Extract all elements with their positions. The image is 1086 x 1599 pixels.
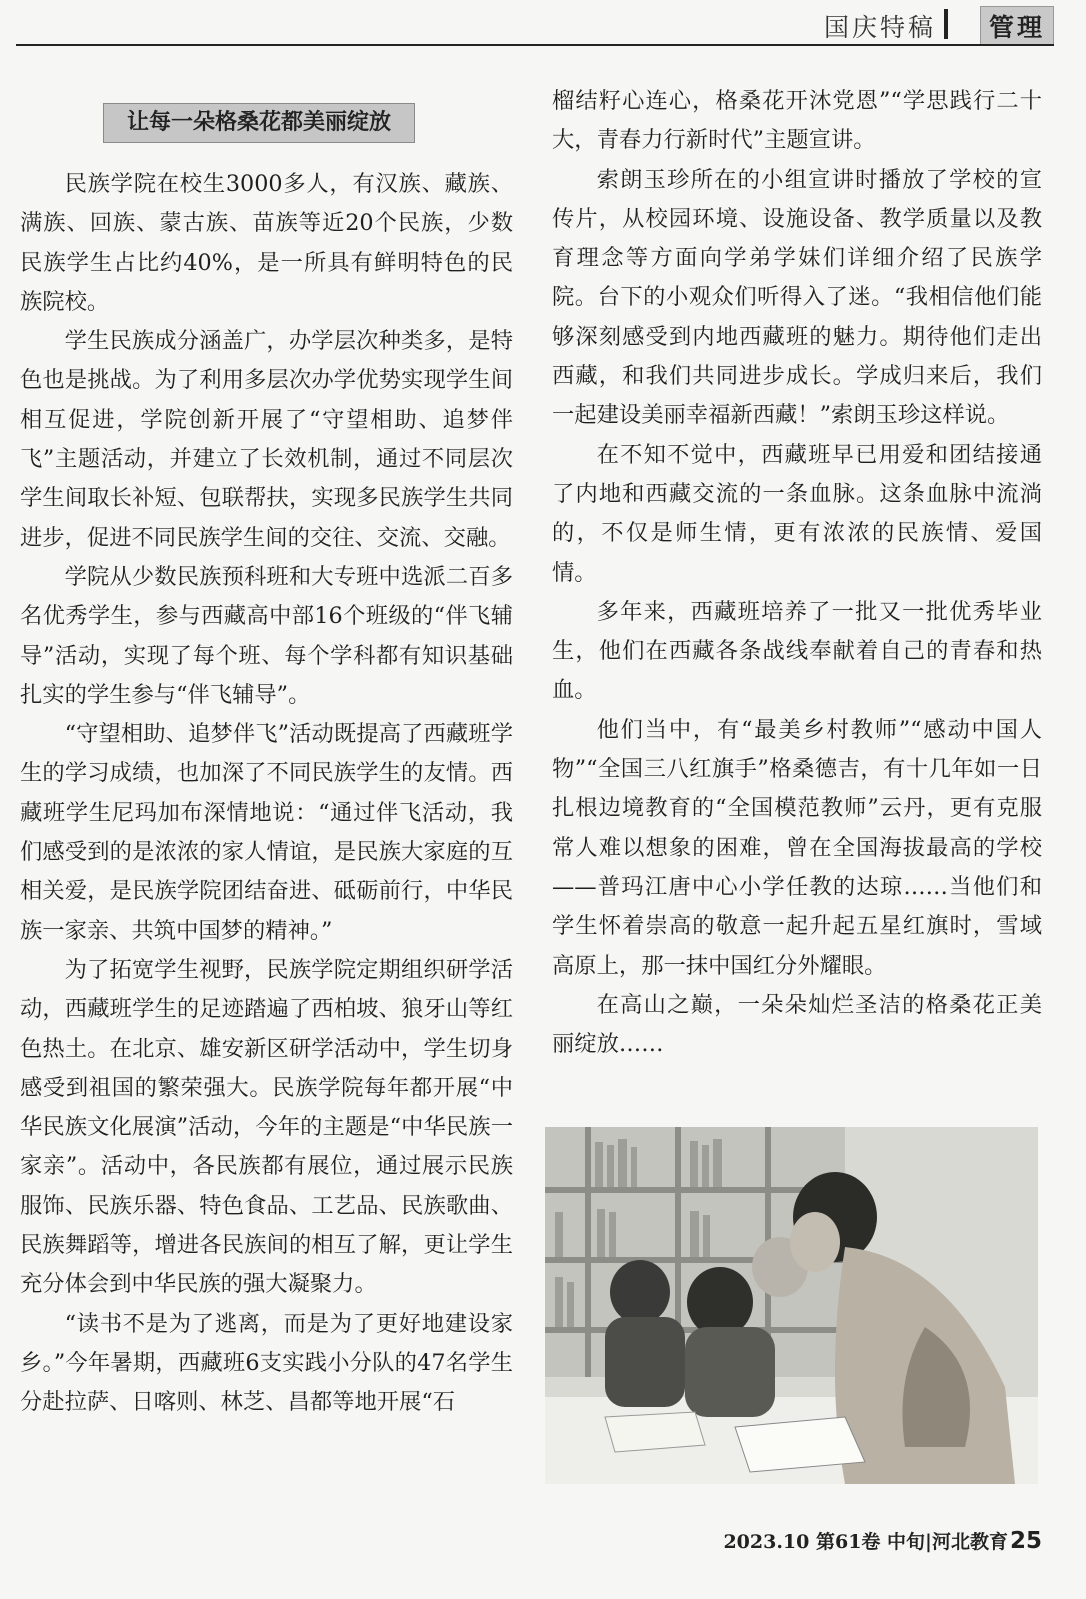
page-header bbox=[0, 0, 1086, 50]
page-number: 25 bbox=[1009, 1528, 1042, 1554]
section-label: 国庆特稿 bbox=[823, 13, 936, 42]
paragraph: 索朗玉珍所在的小组宣讲时播放了学校的宣传片，从校园环境、设施设备、教学质量以及教育理念等方面向学弟学妹们详细介绍了民族学院。台下的小观众们听得入了迷。“我相信他们能够深刻感受到内地西藏班的魅力。期待他们走出西藏，和我们共同进步成长。学成归来后，我们一起建设美丽幸福新西藏！”索朗玉珍这样说。 bbox=[552, 166, 1042, 429]
journal-name: 河北教育 bbox=[931, 1531, 1008, 1553]
paragraph: 学院从少数民族预科班和大专班中选派二百多名优秀学生，参与西藏高中部16个班级的“伴飞辅导”活动，实现了每个班、每个学科都有知识基础扎实的学生参与“伴飞辅导”。 bbox=[20, 563, 513, 708]
paragraph: “读书不是为了逃离，而是为了更好地建设家乡。”今年暑期，西藏班6支实践小分队的47名学生分赴拉萨、日喀则、林芝、昌都等地开展“石 bbox=[20, 1310, 513, 1416]
paragraph: 学生民族成分涵盖广，办学层次种类多，是特色也是挑战。为了利用多层次办学优势实现学生间相互促进，学院创新开展了“守望相助、追梦伴飞”主题活动，并建立了长效机制，通过不同层次学生间取长补短、包联帮扶，实现多民族学生共同进步，促进不同民族学生间的交往、交流、交融。 bbox=[20, 328, 513, 551]
paragraph: 他们当中，有“最美乡村教师”“感动中国人物”“全国三八红旗手”格桑德吉，有十几年如一日扎根边境教育的“全国模范教师”云丹，更有克服常人难以想象的困难，曾在全国海拔最高的学校——普玛江唐中心小学任教的达琼……当他们和学生怀着崇高的敬意一起升起五星红旗时，雪域高原上，那一抹中国红分外耀眼。 bbox=[552, 716, 1042, 979]
column-tag: 管理 bbox=[980, 6, 1054, 46]
photo-illustration bbox=[545, 1127, 1038, 1484]
right-column bbox=[552, 82, 1042, 1064]
left-column bbox=[20, 165, 513, 1423]
paragraph: 在高山之巅，一朵朵灿烂圣洁的格桑花正美丽绽放…… bbox=[552, 991, 1042, 1058]
issue-info: 2023.10 第61卷 中旬 bbox=[723, 1531, 926, 1553]
paragraph: 为了拓宽学生视野，民族学院定期组织研学活动，西藏班学生的足迹踏遍了西柏坡、狼牙山等红色热土。在北京、雄安新区研学活动中，学生切身感受到祖国的繁荣强大。民族学院每年都开展“中华民族文化展演”活动，今年的主题是“中华民族一家亲”。活动中，各民族都有展位，通过展示民族服饰、民族乐器、特色食品、工艺品、民族歌曲、民族舞蹈等，增进各民族间的相互了解，更让学生充分体会到中华民族的强大凝聚力。 bbox=[20, 956, 513, 1298]
footer-divider: | bbox=[925, 1531, 932, 1553]
paragraph: 在不知不觉中，西藏班早已用爱和团结接通了内地和西藏交流的一条血脉。这条血脉中流淌的，不仅是师生情，更有浓浓的民族情、爱国情。 bbox=[552, 441, 1042, 586]
header-divider bbox=[944, 9, 948, 39]
paragraph: 多年来，西藏班培养了一批又一批优秀毕业生，他们在西藏各条战线奉献着自己的青春和热血。 bbox=[552, 598, 1042, 704]
header-rule bbox=[16, 44, 1054, 46]
page-footer bbox=[723, 1527, 1042, 1554]
paragraph: 民族学院在校生3000多人，有汉族、藏族、满族、回族、蒙古族、苗族等近20个民族，少数民族学生占比约40%，是一所具有鲜明特色的民族院校。 bbox=[20, 171, 513, 315]
classroom-photo bbox=[545, 1127, 1038, 1484]
article-subtitle: 让每一朵格桑花都美丽绽放 bbox=[103, 103, 415, 143]
paragraph-continuation: 榴结籽心连心，格桑花开沐党恩”“学思践行二十大，青春力行新时代”主题宣讲。 bbox=[552, 88, 1042, 154]
paragraph: “守望相助、追梦伴飞”活动既提高了西藏班学生的学习成绩，也加深了不同民族学生的友情。西藏班学生尼玛加布深情地说：“通过伴飞活动，我们感受到的是浓浓的家人情谊，是民族大家庭的互相关爱，是民族学院团结奋进、砥砺前行，中华民族一家亲、共筑中国梦的精神。” bbox=[20, 721, 513, 944]
